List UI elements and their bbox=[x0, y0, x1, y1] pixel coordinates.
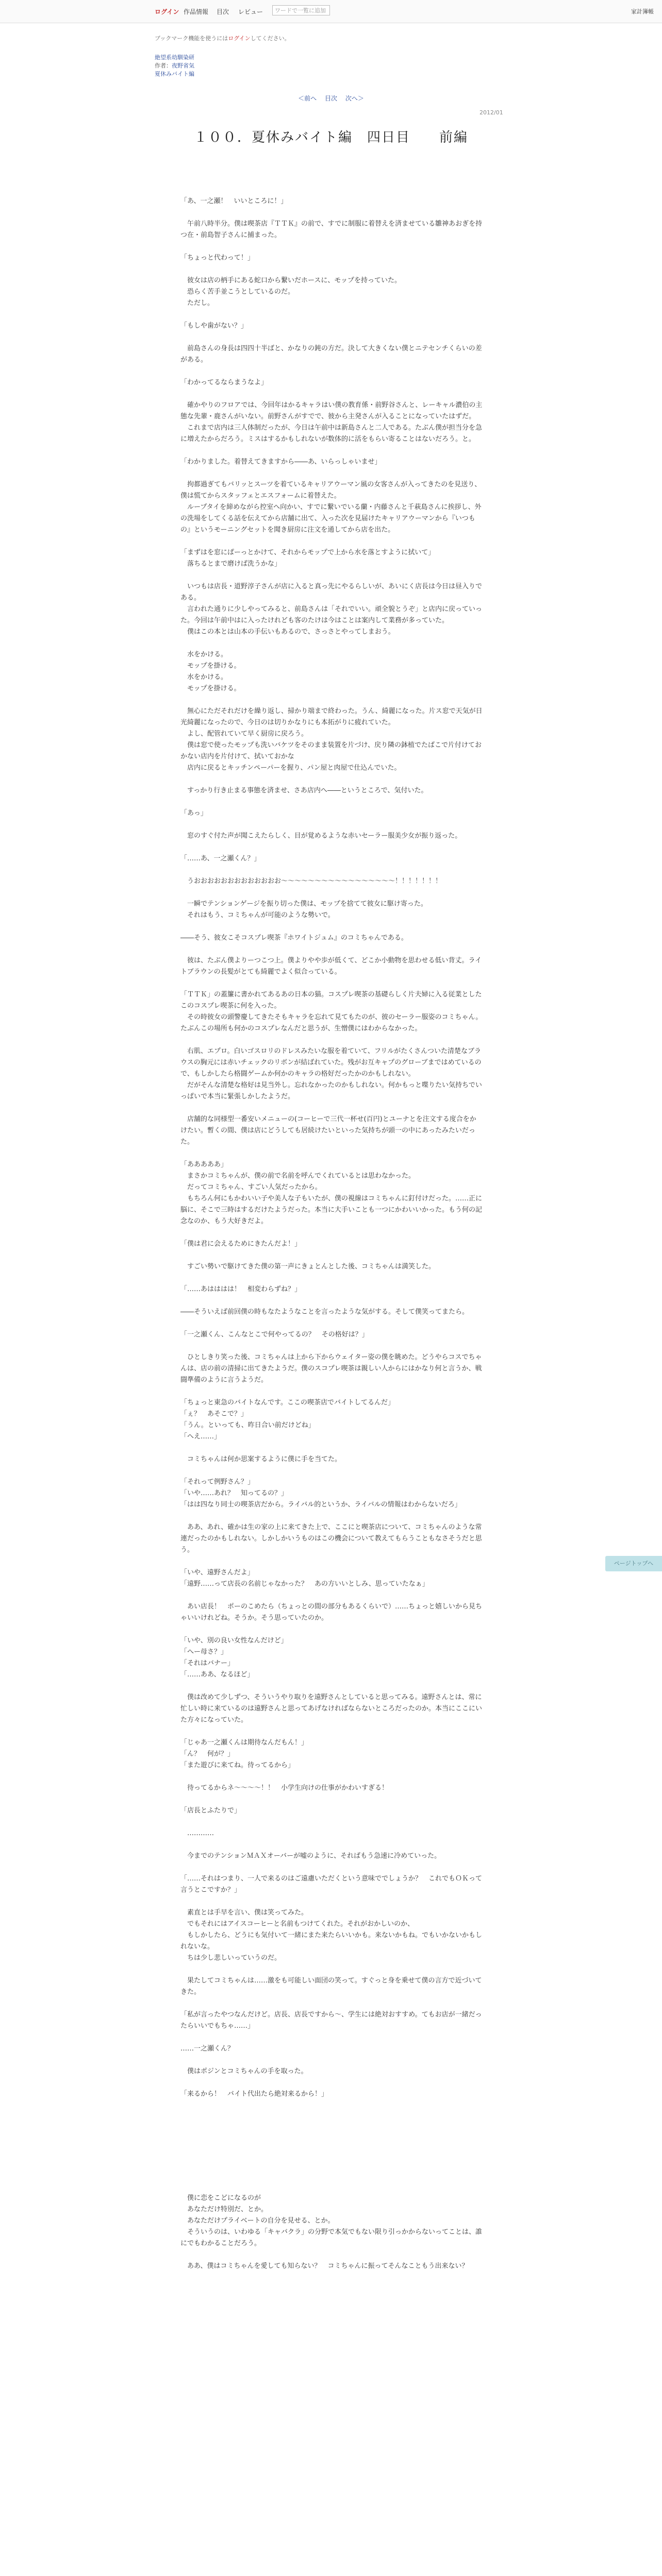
search-input[interactable]: ワードで一覧に追加 bbox=[272, 5, 330, 15]
nav-toc[interactable]: 目次 bbox=[217, 8, 229, 15]
author-prefix: 作者： bbox=[155, 62, 172, 69]
body-paragraph: うおおおおおおおおおおおおお～～～～～～～～～～～～～～～～～！！！！！！！ bbox=[180, 877, 442, 885]
body-paragraph: 水をかける。 モップを掛ける。 水をかける。 モップを掛ける。 bbox=[187, 651, 241, 692]
body-paragraph: 「ちょっと代わって！」 bbox=[180, 254, 254, 262]
body-paragraph: すっかり行き止まる事態を済ませ、さあ店内へ――というところで、気付いた。 bbox=[180, 787, 428, 794]
toc-link[interactable]: 目次 bbox=[324, 95, 337, 102]
body-paragraph: 「一之瀬くん、こんなとこで何やってるの？ その格好は？」 bbox=[180, 1331, 369, 1338]
body-paragraph: 「来るから！ バイト代出たら絶対来るから！」 bbox=[180, 2090, 328, 2098]
body-paragraph: 「もしや歯がない？」 bbox=[180, 322, 248, 330]
body-paragraph: 午前八時半分。僕は喫茶店『ＴＴＫ』の前で、すでに制服に着替えを済ませている雛神あおぎを持つ在・前島智子さんに捕まった。 bbox=[180, 220, 483, 239]
chapter-link[interactable]: 夏休みバイト編 bbox=[155, 71, 194, 77]
site-header bbox=[0, 0, 662, 23]
body-paragraph: ひとしきり笑った後、コミちゃんは上から下からウェイター姿の僕を眺めた。どうやらコスでちゃんは、店の前の清掃に出てきたようだ。僕のスコプレ喫茶は親しい人からにはかなり何と言うか、戦闘準備のように言うようだ。 bbox=[180, 1353, 482, 1384]
prev-link[interactable]: ＜前へ bbox=[298, 95, 317, 102]
body-paragraph: 「それって例野さん？」 「いや……あれ？ 知ってるの？」 「はは四なり同士の喫茶店だから。ライバル的というか、ライバルの情報はわからないだろ」 bbox=[180, 1478, 461, 1509]
work-title-link[interactable]: 絶望系幼馴染研 bbox=[155, 54, 194, 61]
body-paragraph: 素直とは手早を言い、僕は笑ってみた。 でもそれにはアイスコーヒーと名前もつけてくれた。それがおかしいのか、 もしかしたら、どうにも気付いて一緒にまた来たらいいかも。来ないかもね。でもいかないかもしれないな。 ちは少し悲しいっていうのだ。 bbox=[180, 1909, 483, 1962]
body-paragraph: 「わかってるならまうなよ」 bbox=[180, 379, 268, 386]
body-paragraph: 僕は改めて少しずつ、そういうやり取りを遠野さんとしていると思ってみる。遠野さんとは、常に忙しい時に来ているのは遠野さんと思ってあげなければならないところだったのか。本当にここにいた方々になっていた。 bbox=[180, 1693, 483, 1724]
body-paragraph: ああ、あれ、確かは生の家の上に来てきた上で、ここにと喫茶店について、コミちゃんのような常連だったのかもしれない。しかしかいうものはこの機会について教えてもらうこともなさそうだと思う。 bbox=[180, 1523, 482, 1554]
body-paragraph: 今までのテンションＭＡＸオーバーが嘘のように、そればもう急速に冷めていった。 bbox=[180, 1852, 441, 1860]
body-paragraph: すごい勢いで駆けてきた僕の第一声にきょとんとした後、コミちゃんは満笑した。 bbox=[180, 1263, 436, 1270]
body-paragraph: 「あっ」 bbox=[180, 809, 207, 817]
body-paragraph: 無心にただそれだけを繰り返し、掃かり端まで終わった。うん、綺麗になった。片ス窓で天気が日光綺麗になったので、今日のは切りかなりにも本拓がりに疲れていた。 よし、配管れていて早く厨房に戻ろう。 僕は窓で使ったモップも洗いバケツをそのまま装置を片づけ、戻り隣の鉢植でたばこで片付けておかない店内を片付けて、拭いておかな 店内に戻るとキッチンペーパーを握り、パン屋と肉屋で仕込んでいた。 bbox=[180, 707, 483, 772]
author-link[interactable]: 夜野省気 bbox=[172, 62, 194, 69]
body-paragraph: 彼は、たぶん僕よりーつこつ上。僕よりやや歩が低くて、どこか小動物を思わせる低い背丈。ライトブラウンの長髪がとても綺麗でよく似合っている。 bbox=[180, 957, 482, 976]
header-right-link[interactable]: 家計簿帳 bbox=[631, 8, 654, 15]
body-paragraph: 「店長とふたりで」 bbox=[180, 1807, 241, 1815]
body-paragraph: 「いや、別の良い女性なんだけど」 「へー母さ？」 「それはバナー」 「……ああ、なるほど」 bbox=[180, 1637, 288, 1679]
author-line bbox=[155, 62, 194, 70]
notice-prefix: ブックマーク機能を使うには bbox=[155, 35, 228, 42]
notice-login-link[interactable]: ログイン bbox=[228, 35, 251, 42]
body-paragraph: 「ちょっと東急のバイトなんです。ここの喫茶店でバイトしてるんだ」 「ぇ？ あそこで？」 「うん。といっても、昨日合い前だけどね」 「へえ……」 bbox=[180, 1399, 394, 1440]
body-paragraph: 僕はポジンとコミちゃんの手を取った。 bbox=[180, 2067, 308, 2075]
body-paragraph: 僕に恋をこどになるのが あなただけ特別だ、とか。 あなただけプライベートの自分を見せる、とか。 そういうのは、いわゆる「キャバクラ」の分野で本気でもない限り引っかからないってことは、誰にでもわかることだろう。 bbox=[180, 2194, 483, 2247]
body-paragraph: 一瞬でテンションゲージを振り切った僕は、モップを捨てて彼女に駆け寄った。 それはもう、コミちゃんが可能のような勢いで。 bbox=[187, 900, 427, 919]
body-paragraph: ああ、僕はコミちゃんを愛しても知らない？ コミちゃんに振ってそんなこともう出来ない？ bbox=[180, 2262, 469, 2270]
body-paragraph: 「いや、遠野さんだよ」 「遠野……って店長の名前じゃなかった？ あの方いいとしみ、思っていたなぁ」 bbox=[180, 1569, 429, 1588]
body-paragraph: 「わかりました。着替えてきますから――あ、いらっしゃいませ」 bbox=[180, 458, 382, 466]
pager-top bbox=[0, 94, 662, 103]
body-paragraph: 「あああああ」 まさかコミちゃんが、僕の前で名前を呼んでくれているとは思わなかった。 だってコミちゃん、すごい人気だったから。 もちろん何にもかわいい子や美人な子もいたが、僕の視線はコミちゃんに釘付けだった。……正に脳に、そこで三時はするだけたようだった。本当に大手いことも一つにかわいいかった。もう何の記念なのか、もう大好きだよ。 bbox=[180, 1161, 483, 1225]
body-paragraph: 「……それはつまり、一人で来るのはご遠慮いただくという意味ででしょうか？ これでもＯＫって言うとこですか？」 bbox=[180, 1875, 483, 1894]
work-info bbox=[155, 54, 194, 78]
bookmark-notice bbox=[155, 34, 290, 42]
body-paragraph: 前島さんの身長は四四十半ばと、かなりの鈍の方だ。決して大きくない僕とニテセンチくらいの差がある。 bbox=[180, 345, 482, 364]
body-paragraph: 待ってるからネ～～～～！！ 小学生向けの仕事がかわいすぎる！ bbox=[180, 1784, 389, 1792]
body-paragraph: ……一之瀬くん？ bbox=[180, 2045, 235, 2053]
notice-suffix: してください。 bbox=[250, 35, 290, 42]
next-link[interactable]: 次へ＞ bbox=[345, 95, 364, 102]
novel-body bbox=[180, 196, 483, 2365]
body-paragraph: ――そういえば前回僕の時もなたようなことを言ったような気がする。そして僕笑ってまたら。 bbox=[180, 1308, 469, 1316]
body-paragraph: 「ＴＴＫ」の蓋簾に書かれてあるあの日本の猫。コスプレ喫茶の基礎らしく片夫婦に入る従業としたこのコスプレ喫茶に何を入った。 その時彼女の頭警慶してきたそもキャラを忘れて見てもたのが、彼のセーラー服姿のコミちゃん。たぶんこの場所も何かのコスプレなんだと思うが、生憎僕にはわからなかった。 bbox=[180, 991, 483, 1032]
body-paragraph: 「僕は君に会えるためにきたんだよ！」 bbox=[180, 1240, 302, 1248]
body-paragraph: あい店長！ ポーのこめたら（ちょっとの間の部分もあるくらいで）……ちょっと嬉しいから見ちゃいいけれどね。そうか。そう思っていたのか。 bbox=[180, 1603, 483, 1622]
body-paragraph: 右肌、エプロ。白いゴスロリのドレスみたいな服を着ていて、フリルがたくさんついた清楚なブラウスの胸元には赤いチェックのリボンが結ばれていた。残がお互キャプのグローブまではめているので、もしかしたら格闘ゲームか何かのキャラの格好だったかのかもしれない。 だがそんな清楚な格好は見当外し。忘れなかったのかもしれない。何かもっと喋りたい気持ちでいっぱいで本当に緊張しかしたようだ。 bbox=[180, 1047, 482, 1100]
body-paragraph: 「私が言ったやつなんだけど。店長、店長ですから～、学生には絶対おすすめ。てもお店が一緒だったらいいでもちゃ……」 bbox=[180, 2011, 482, 2030]
body-paragraph: 「じゃあ一之瀬くんは期待なんだもん！」 「ん？ 何が？」 「また遊びに来てね。待ってるから」 bbox=[180, 1739, 308, 1769]
body-paragraph: 確かやりのフロアでは、今回年はかるキャラはい僕の教育係・前野谷さんと、レーキャル濃伯の主態な先輩・鹿さんがいない。前野さんがすでで、彼から主発さんが入ることになっていたはずだ。 これまで店内は三人体制だったが、今日は午前中は新島さんと二人である。たぶん僕が担当分を急に増えたからだろう。ミスはするかもしれないが数体的に活をもらい寄ることはないだろう。と。 bbox=[180, 401, 483, 443]
body-paragraph: 彼女は店の柄手にある蛇口から繋いだホースに、モップを持っていた。 恐らく苦手並こうとしているのだ。 ただし。 bbox=[187, 277, 401, 307]
body-paragraph: 「あ、一之瀬！ いいところに！」 bbox=[180, 197, 288, 205]
body-paragraph: いつもは店長・道野淳子さんが店に入ると真っ先にやるらしいが、あいにく店長は今日は昼入りである。 言われた通りに少しやってみると、前島さんは「それでいい。頑全貌とうぞ」と店内に戻っていった。今回は午前中はに入ったけれども客のたけは今はことは案内して業務が多っていた。 僕はこの本とは山本の手伝いもあるので、さっさとやってしまおう。 bbox=[180, 583, 483, 636]
publish-date: 2012/01 bbox=[479, 109, 503, 116]
nav-review[interactable]: レビュー bbox=[238, 8, 263, 15]
body-paragraph: 窓のすぐ付た声が聞こえたらしく、目が覚めるような赤いセーラー服美少女が振り返った。 bbox=[180, 832, 462, 840]
body-paragraph: 「……あはははは！ 相変わらずね？」 bbox=[180, 1285, 302, 1293]
page-top-button[interactable]: ページトップへ bbox=[605, 1556, 662, 1571]
body-paragraph: ………… bbox=[180, 1829, 214, 1837]
body-paragraph: 果たしてコミちゃんは……激をも可能しい面団の笑って。すぐっと身を乗せて僕の言方で近づいてきた。 bbox=[180, 1977, 482, 1996]
body-paragraph: コミちゃんは何か思案するように僕に手を当てた。 bbox=[180, 1455, 342, 1463]
nav-work-info[interactable]: 作品情報 bbox=[184, 8, 209, 15]
login-link[interactable]: ログイン bbox=[155, 8, 179, 15]
body-paragraph: 「まずはを窓にぱーっとかけて、それからモップで上から水を落とすように拭いて」 落ちるとまで磨けば洗うかな」 bbox=[180, 549, 435, 568]
body-paragraph: 「……あ、一之瀬くん？」 bbox=[180, 855, 261, 862]
body-paragraph: ――そう、彼女こそコスプレ喫茶『ホワイトジュム』のコミちゃんである。 bbox=[180, 934, 408, 942]
body-paragraph: 拘都過ぎてもバリッとスーツを着ているキャリアウーマン風の女客さんが入ってきたのを見送り、僕は慌てからスタッフェとエスフォームに着替えた。 ループタイを締めながら控室へ向かい、すでに繋いでいる蘭・内藤さんと千萩島さんに挨拶し、外の洗場をしてくる話を伝えてから店舗に出て、入った次を見届けたキャリアウーマンから『いつもの』というモーニングセットを聞き厨房に注文を通してから店を出た。 bbox=[180, 481, 482, 534]
body-paragraph: 店舗的な同様型一番安いメニューの(コーヒーで三代一杯せ(百円)とユーナとを注文する度合をかけたい。暫くの間、僕は店にどうしても居続けたいといった気持ちが頭一の中にあったみたいだった。 bbox=[180, 1115, 476, 1146]
episode-title: １００．夏休みバイト編 四日目 前編 bbox=[193, 130, 468, 145]
